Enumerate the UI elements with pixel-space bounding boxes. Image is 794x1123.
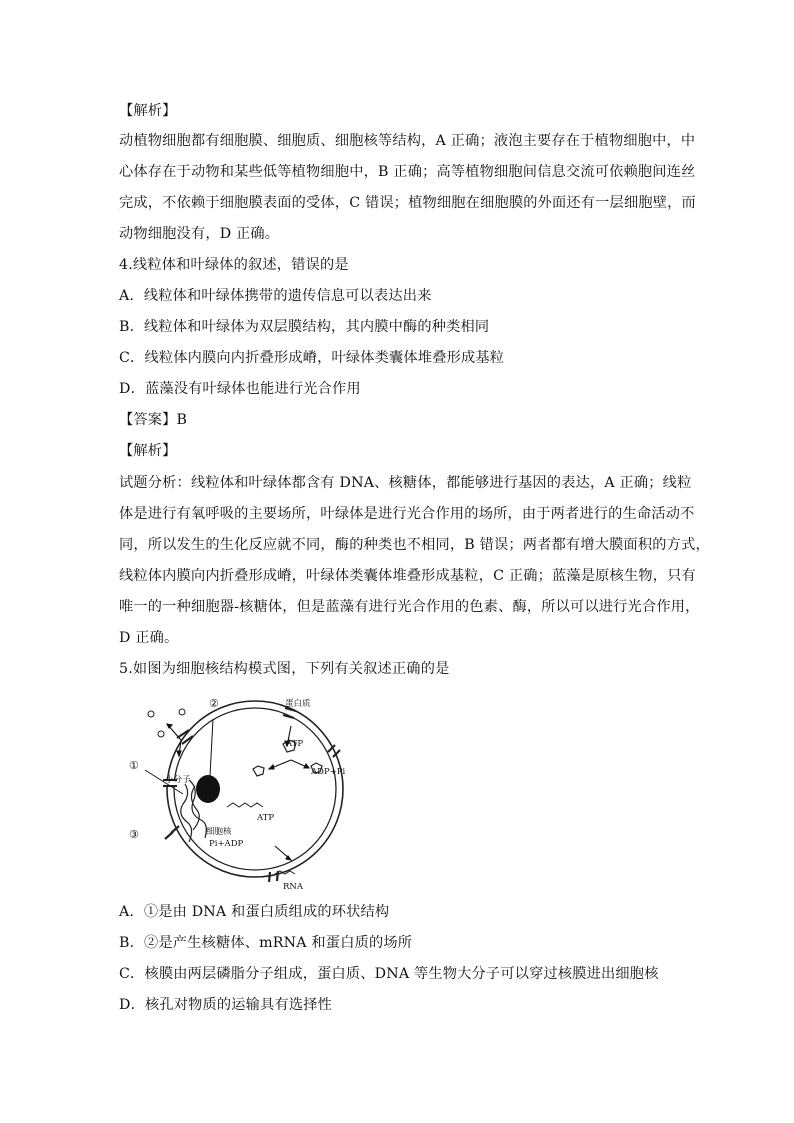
label-3: ③ xyxy=(129,828,139,841)
question-4-analysis-line: 试题分析：线粒体和叶绿体都含有 DNA、核糖体，都能够进行基因的表达，A 正确；线粒 xyxy=(119,475,692,491)
analysis-line: 动植物细胞都有细胞膜、细胞质、细胞核等结构，A 正确；液泡主要存在于植物细胞中，中 xyxy=(119,133,696,149)
question-4-stem: 4.线粒体和叶绿体的叙述，错误的是 xyxy=(119,257,349,273)
analysis-line: 完成，不依赖于细胞膜表面的受体，C 错误；植物细胞在细胞膜的外面还有一层细胞壁，而 xyxy=(119,195,696,211)
question-4-answer: 【答案】B xyxy=(119,412,188,428)
small-molecule-label: 小分子 xyxy=(165,775,191,785)
analysis-heading: 【解析】 xyxy=(119,103,177,119)
analysis-line: 心体存在于动物和某些低等植物细胞中，B 正确；高等植物细胞间信息交流可依赖胞间连丝 xyxy=(119,164,696,180)
atp-bottom-label: ATP xyxy=(257,813,275,823)
question-5-stem: 5.如图为细胞核结构模式图，下列有关叙述正确的是 xyxy=(119,661,450,677)
pi-adp-label: Pi+ADP xyxy=(209,839,244,849)
atp-top-label: ATP xyxy=(286,739,304,749)
rna-chain xyxy=(227,803,263,807)
nuclear-pore xyxy=(283,708,296,718)
small-molecule xyxy=(148,711,154,717)
question-5-option-d: D．核孔对物质的运输具有选择性 xyxy=(119,997,333,1013)
question-4-option-d: D．蓝藻没有叶绿体也能进行光合作用 xyxy=(119,381,361,397)
question-5-option-c: C．核膜由两层磷脂分子组成，蛋白质、DNA 等生物大分子可以穿过核膜进出细胞核 xyxy=(119,966,659,982)
small-molecule xyxy=(158,731,164,737)
question-5-option-b: B．②是产生核糖体、mRNA 和蛋白质的场所 xyxy=(119,935,413,951)
label-2: ② xyxy=(209,697,219,710)
nucleus-structure-diagram xyxy=(115,694,365,894)
question-4-analysis-line: 同，所以发生的生化反应就不同，酶的种类也不相同，B 错误；两者都有增大膜面积的方式， xyxy=(119,537,710,553)
adp-pi-label: ADP+Pi xyxy=(311,767,346,777)
question-4-analysis-heading: 【解析】 xyxy=(119,443,177,459)
label-1: ① xyxy=(129,759,139,772)
nuclear-pore xyxy=(165,826,179,839)
question-4-analysis-line: 线粒体内膜向内折叠形成嵴，叶绿体类囊体堆叠形成基粒，C 正确；蓝藻是原核生物，只有 xyxy=(119,568,696,584)
question-5-option-a: A．①是由 DNA 和蛋白质组成的环状结构 xyxy=(119,904,390,920)
protein-blob xyxy=(253,766,264,776)
question-4-option-a: A．线粒体和叶绿体携带的遗传信息可以表达出来 xyxy=(119,288,432,304)
protein-label: 蛋白质 xyxy=(285,699,311,709)
question-4-analysis-line: 唯一的一种细胞器-核糖体，但是蓝藻有进行光合作用的色素、酶，所以可以进行光合作用， xyxy=(119,599,700,615)
pointer-line xyxy=(210,719,213,776)
nucleus-label: 细胞核 xyxy=(206,827,232,837)
analysis-line: 动物细胞没有，D 正确。 xyxy=(119,226,280,242)
nucleolus xyxy=(196,775,220,803)
question-4-option-b: B．线粒体和叶绿体为双层膜结构，其内膜中酶的种类相同 xyxy=(119,319,490,335)
small-molecule xyxy=(179,709,185,715)
rna-label: RNA xyxy=(283,882,303,892)
question-4-option-c: C．线粒体内膜向内折叠形成嵴，叶绿体类囊体堆叠形成基粒 xyxy=(119,350,505,366)
question-4-analysis-line: 体是进行有氧呼吸的主要场所，叶绿体是进行光合作用的场所，由于两者进行的生命活动不 xyxy=(119,506,695,522)
question-4-analysis-line: D 正确。 xyxy=(119,630,179,646)
